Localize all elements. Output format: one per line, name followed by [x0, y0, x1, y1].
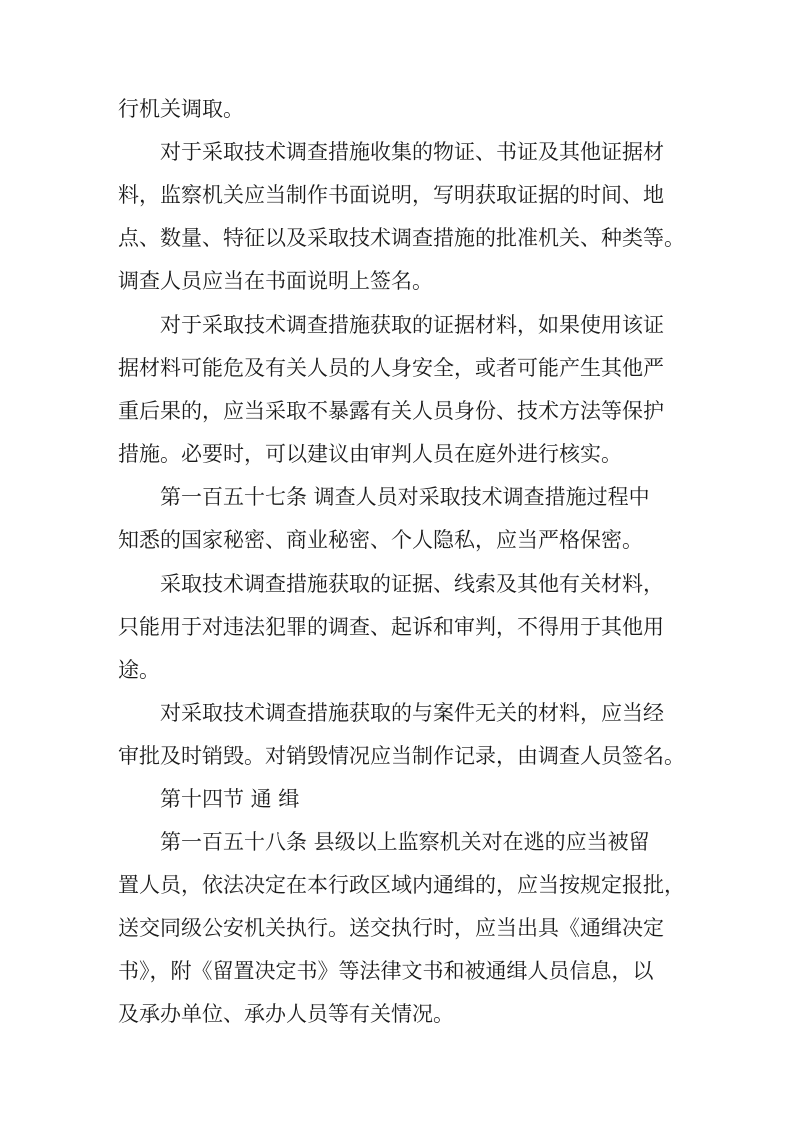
- text-line: 重后果的，应当采取不暴露有关人员身份、技术方法等保护: [118, 399, 664, 423]
- text-line: 置人员，依法决定在本行政区域内通缉的，应当按规定报批，: [118, 873, 685, 897]
- text-line: 知悉的国家秘密、商业秘密、个人隐私，应当严格保密。: [118, 528, 643, 552]
- text-line: 及承办单位、承办人员等有关情况。: [118, 1002, 454, 1026]
- text-line: 审批及时销毁。对销毁情况应当制作记录，由调查人员签名。: [118, 744, 685, 768]
- text-line: 对于采取技术调查措施获取的证据材料，如果使用该证: [160, 313, 664, 337]
- text-line: 只能用于对违法犯罪的调查、起诉和审判，不得用于其他用: [118, 615, 664, 639]
- text-line: 第一百五十八条 县级以上监察机关对在逃的应当被留: [160, 830, 650, 854]
- text-line: 对于采取技术调查措施收集的物证、书证及其他证据材: [160, 140, 664, 164]
- section-heading: 第十四节 通 缉: [160, 787, 300, 811]
- text-line: 调查人员应当在书面说明上签名。: [118, 269, 433, 293]
- text-line: 点、数量、特征以及采取技术调查措施的批准机关、种类等。: [118, 226, 685, 250]
- text-line: 第一百五十七条 调查人员对采取技术调查措施过程中: [160, 485, 650, 509]
- text-line: 对采取技术调查措施获取的与案件无关的材料，应当经: [160, 701, 664, 725]
- text-line: 措施。必要时，可以建议由审判人员在庭外进行核实。: [118, 442, 622, 466]
- text-line: 行机关调取。: [118, 97, 244, 121]
- text-line: 送交同级公安机关执行。送交执行时，应当出具《通缉决定: [118, 916, 664, 940]
- text-line: 采取技术调查措施获取的证据、线索及其他有关材料，: [160, 572, 664, 596]
- text-line: 据材料可能危及有关人员的人身安全，或者可能产生其他严: [118, 356, 664, 380]
- text-line: 途。: [118, 658, 160, 682]
- text-line: 料，监察机关应当制作书面说明，写明获取证据的时间、地: [118, 183, 664, 207]
- text-line: 书》，附《留置决定书》等法律文书和被通缉人员信息，以: [118, 959, 654, 983]
